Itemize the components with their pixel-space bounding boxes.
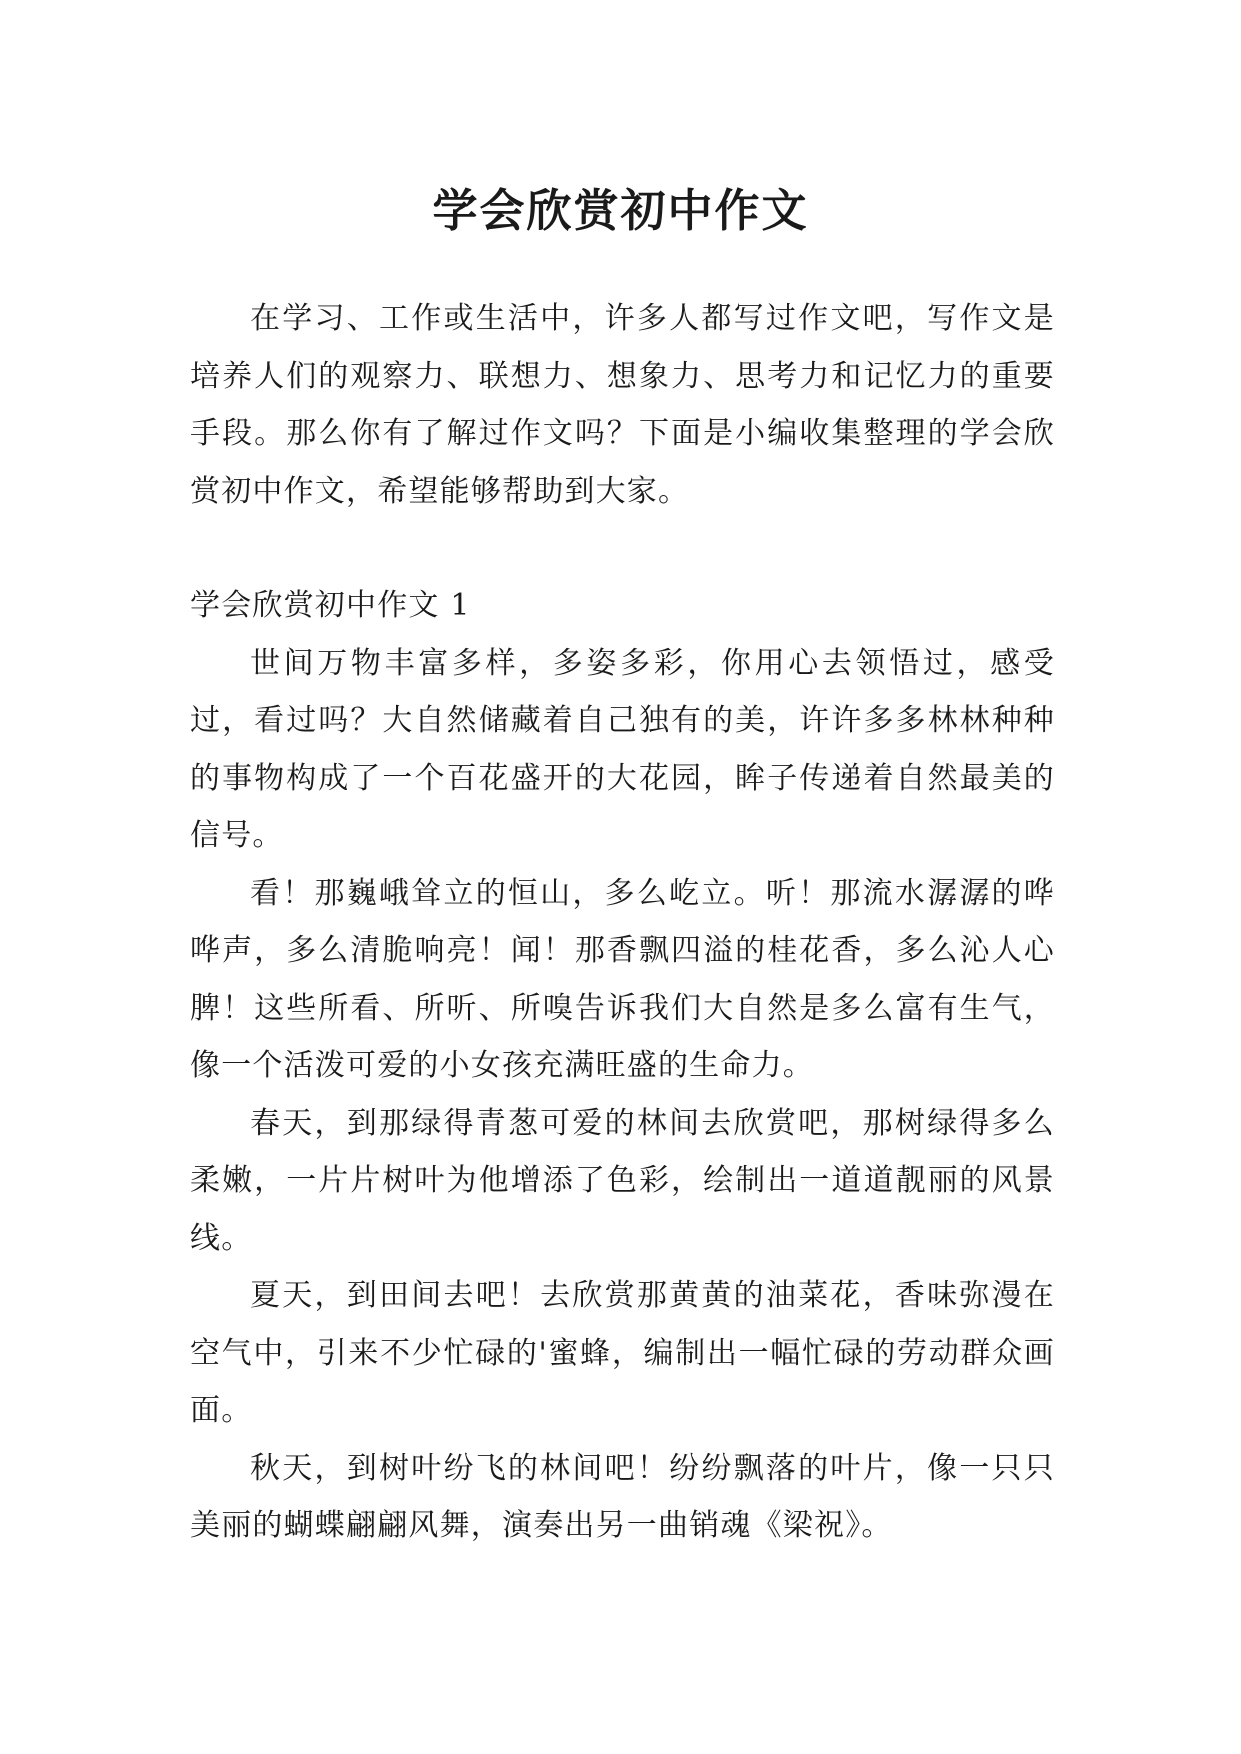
body-paragraph: 秋天，到树叶纷飞的林间吧！纷纷飘落的叶片，像一只只美丽的蝴蝶翩翩风舞，演奏出另一曲销魂《梁祝》。 xyxy=(190,1450,1055,1543)
page-title: 学会欣赏初中作文 xyxy=(432,184,809,238)
body-paragraph: 看！那巍峨耸立的恒山，多么屹立。听！那流水潺潺的哗哗声，多么清脆响亮！闻！那香飘四溢的桂花香，多么沁人心脾！这些所看、所听、所嗅告诉我们大自然是多么富有生气，像一个活泼可爱的小女孩充满旺盛的生命力。 xyxy=(190,875,1055,1083)
document-body xyxy=(190,290,1055,1555)
body-paragraph: 世间万物丰富多样，多姿多彩，你用心去领悟过，感受过，看过吗？大自然储藏着自己独有的美，许许多多林林种种的事物构成了一个百花盛开的大花园，眸子传递着自然最美的信号。 xyxy=(190,645,1055,853)
paragraph-spacer xyxy=(190,520,1055,577)
section-heading: 学会欣赏初中作文 1 xyxy=(190,588,471,623)
intro-paragraph: 在学习、工作或生活中，许多人都写过作文吧，写作文是培养人们的观察力、联想力、想象力、思考力和记忆力的重要手段。那么你有了解过作文吗？下面是小编收集整理的学会欣赏初中作文，希望能够帮助到大家。 xyxy=(190,301,1055,509)
body-paragraph: 春天，到那绿得青葱可爱的林间去欣赏吧，那树绿得多么柔嫩，一片片树叶为他增添了色彩，绘制出一道道靓丽的风景线。 xyxy=(190,1105,1055,1256)
body-paragraph: 夏天，到田间去吧！去欣赏那黄黄的油菜花，香味弥漫在空气中，引来不少忙碌的'蜜蜂，编制出一幅忙碌的劳动群众画面。 xyxy=(190,1278,1055,1428)
